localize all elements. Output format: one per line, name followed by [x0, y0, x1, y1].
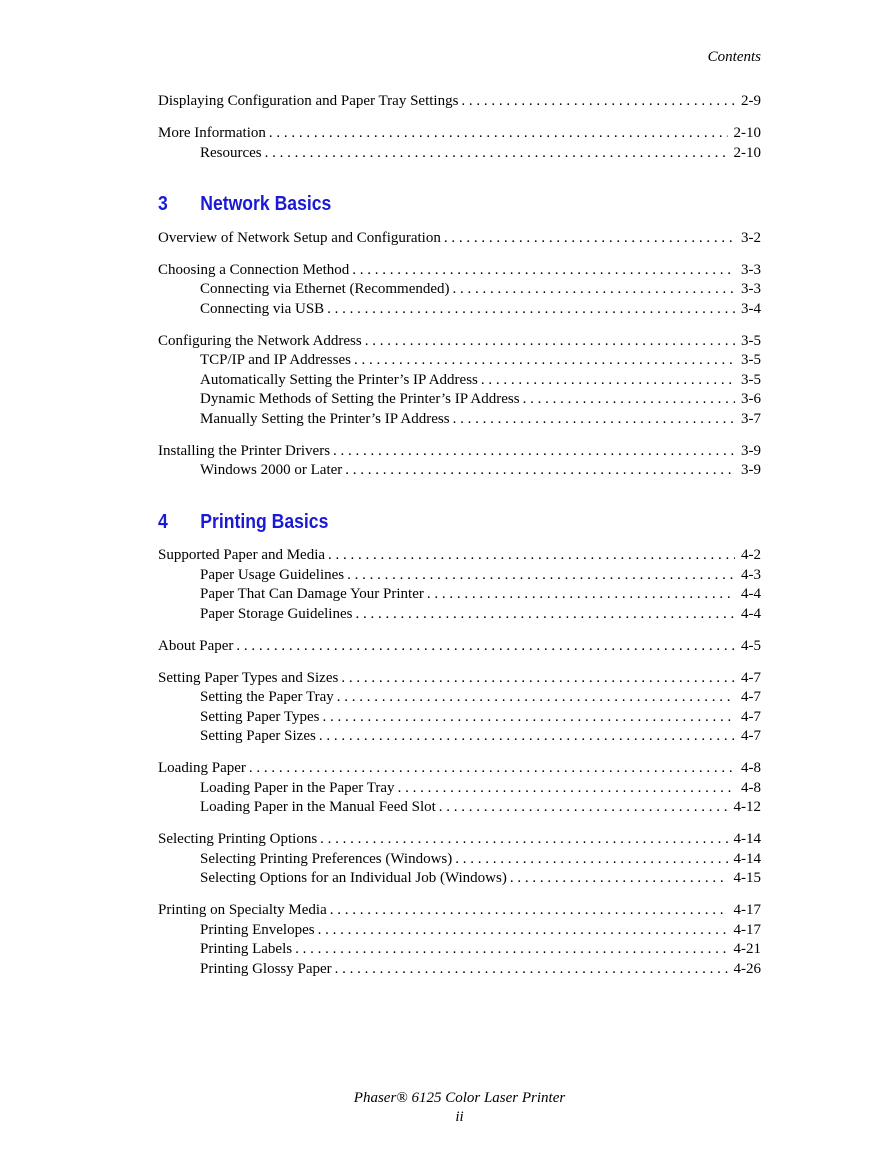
toc-entry[interactable]: [158, 759, 761, 779]
toc-entry-title: Automatically Setting the Printer’s IP Address: [200, 371, 478, 388]
dot-leader: [455, 850, 727, 870]
toc-page-number: 4-4: [741, 605, 761, 622]
toc-entry[interactable]: [158, 901, 761, 921]
toc-page-number: 4-3: [741, 566, 761, 583]
dot-leader: [354, 351, 735, 371]
page-header-title: Contents: [707, 49, 761, 65]
toc-subentry[interactable]: [158, 960, 761, 980]
dot-leader: [427, 585, 735, 605]
toc-subentry[interactable]: [158, 688, 761, 708]
toc-entry-title: Setting Paper Types and Sizes: [158, 669, 339, 686]
toc-entry-title: Printing on Specialty Media: [158, 902, 327, 918]
toc-page-number: 4-21: [733, 941, 761, 957]
toc-page-number: 3-3: [741, 261, 761, 278]
dot-leader: [320, 830, 727, 850]
toc-entry-title: Connecting via USB: [200, 300, 325, 317]
toc-subentry[interactable]: [158, 585, 761, 605]
dot-leader: [328, 546, 735, 566]
toc-page-number: 4-8: [741, 760, 761, 776]
toc-group: [158, 637, 761, 657]
toc-entry[interactable]: [158, 669, 761, 689]
toc-page-number: 4-12: [733, 799, 761, 815]
dot-leader: [461, 92, 735, 112]
toc-group: [158, 332, 761, 430]
toc-page-number: 4-4: [741, 586, 761, 602]
toc-page-number: 4-7: [741, 669, 761, 686]
toc-page-number: 2-9: [741, 93, 761, 109]
toc-entry[interactable]: [158, 332, 761, 352]
toc-entry-title: Selecting Printing Preferences (Windows): [200, 850, 453, 867]
toc-entry[interactable]: [158, 442, 761, 462]
chapter-title: Printing Basics: [200, 510, 329, 533]
toc-entry[interactable]: [158, 92, 761, 112]
toc-subentry[interactable]: [158, 371, 761, 391]
toc-page-number: 3-2: [741, 229, 761, 246]
toc-subentry[interactable]: [158, 390, 761, 410]
toc-entry-title: Supported Paper and Media: [158, 547, 326, 563]
toc-entry-title: Setting Paper Types: [200, 708, 320, 725]
toc-entry[interactable]: [158, 637, 761, 657]
dot-leader: [236, 637, 735, 657]
toc-entry-title: About Paper: [158, 637, 234, 654]
toc-entry-title: Printing Envelopes: [200, 921, 315, 938]
toc-entry-title: Windows 2000 or Later: [200, 462, 343, 478]
toc-page-number: 4-26: [733, 960, 761, 977]
toc-page-number: 3-5: [741, 371, 761, 388]
toc-entry-title: Overview of Network Setup and Configuration: [158, 229, 441, 246]
dot-leader: [323, 708, 736, 728]
toc-subentry[interactable]: [158, 779, 761, 799]
dot-leader: [347, 566, 735, 586]
toc-subentry[interactable]: [158, 869, 761, 889]
toc-subentry[interactable]: [158, 144, 761, 164]
toc-subentry[interactable]: [158, 850, 761, 870]
toc-page-number: 2-10: [733, 144, 761, 161]
toc-entry-title: Dynamic Methods of Setting the Printer’s IP Address: [200, 391, 520, 407]
toc-page-number: 4-14: [733, 831, 761, 847]
dot-leader: [330, 901, 728, 921]
toc-page-number: 3-4: [741, 300, 761, 317]
chapter-title: Network Basics: [200, 193, 332, 215]
toc-entry-title: Choosing a Connection Method: [158, 261, 350, 278]
toc-entry-title: TCP/IP and IP Addresses: [200, 352, 351, 368]
dot-leader: [481, 371, 735, 391]
toc-entry-title: Paper That Can Damage Your Printer: [200, 586, 424, 602]
dot-leader: [319, 727, 735, 747]
toc-entry[interactable]: [158, 261, 761, 281]
toc-group: [158, 442, 761, 481]
dot-leader: [365, 332, 735, 352]
toc-entry-title: Paper Usage Guidelines: [200, 566, 345, 583]
toc-entry-title: Setting Paper Sizes: [200, 728, 316, 744]
toc-entry[interactable]: [158, 546, 761, 566]
toc-entry-title: Resources: [200, 144, 262, 161]
dot-leader: [318, 921, 728, 941]
footer-product-name: Phaser® 6125 Color Laser Printer: [353, 1090, 566, 1106]
toc-subentry[interactable]: [158, 300, 761, 320]
chapter-number: 4: [158, 510, 168, 533]
toc-subentry[interactable]: [158, 461, 761, 481]
dot-leader: [269, 124, 728, 144]
toc-entry[interactable]: [158, 124, 761, 144]
dot-leader: [327, 300, 735, 320]
toc-entry[interactable]: [158, 830, 761, 850]
dot-leader: [439, 798, 728, 818]
toc-group: [158, 759, 761, 818]
toc-entry-title: Loading Paper: [158, 760, 246, 776]
toc-entry-title: Loading Paper in the Manual Feed Slot: [200, 799, 436, 815]
dot-leader: [249, 759, 735, 779]
toc-page-number: 4-15: [733, 870, 761, 886]
toc-group: [158, 229, 761, 249]
toc-subentry[interactable]: [158, 727, 761, 747]
toc-entry-title: Displaying Configuration and Paper Tray Settings: [158, 93, 459, 109]
dot-leader: [337, 688, 735, 708]
toc-group: [158, 669, 761, 747]
dot-leader: [345, 461, 735, 481]
toc-subentry[interactable]: [158, 921, 761, 941]
toc-subentry[interactable]: [158, 410, 761, 430]
toc-group: [158, 92, 761, 112]
page-footer: [0, 1089, 893, 1127]
toc-subentry[interactable]: [158, 605, 761, 625]
toc-page-number: 4-17: [733, 902, 761, 918]
chapter-heading: [158, 511, 689, 534]
toc-entry-title: Selecting Printing Options: [158, 831, 318, 847]
toc-entry-title: Printing Glossy Paper: [200, 960, 332, 977]
toc-group: [158, 124, 761, 163]
dot-leader: [510, 869, 728, 889]
toc-page-number: 3-7: [741, 410, 761, 427]
toc-page-number: 4-7: [741, 689, 761, 705]
dot-leader: [453, 280, 736, 300]
toc-group: [158, 261, 761, 320]
toc-page-number: 3-6: [741, 391, 761, 407]
dot-leader: [444, 229, 735, 249]
toc-page-number: 4-8: [741, 779, 761, 796]
toc-entry-title: Configuring the Network Address: [158, 332, 362, 349]
toc-entry-title: Selecting Options for an Individual Job (Windows): [200, 870, 507, 886]
dot-leader: [333, 442, 735, 462]
toc-page-number: 2-10: [733, 125, 761, 141]
chapter-number: 3: [158, 193, 168, 215]
dot-leader: [355, 605, 735, 625]
toc-subentry[interactable]: [158, 280, 761, 300]
toc-page-number: 4-7: [741, 708, 761, 725]
table-of-contents: [158, 92, 761, 979]
dot-leader: [335, 960, 728, 980]
toc-page-number: 3-5: [741, 332, 761, 349]
dot-leader: [295, 940, 727, 960]
dot-leader: [352, 261, 735, 281]
toc-page-number: 4-17: [733, 921, 761, 938]
toc-entry-title: Installing the Printer Drivers: [158, 442, 331, 459]
toc-entry-title: Printing Labels: [200, 941, 293, 957]
dot-leader: [453, 410, 735, 430]
toc-group: [158, 901, 761, 979]
toc-page-number: 3-3: [741, 281, 761, 297]
footer-page-number: ii: [455, 1109, 464, 1125]
toc-group: [158, 546, 761, 624]
toc-page-number: 4-5: [741, 637, 761, 654]
toc-page-number: 4-2: [741, 547, 761, 563]
toc-group: [158, 830, 761, 889]
toc-page-number: 3-9: [741, 442, 761, 459]
toc-subentry[interactable]: [158, 708, 761, 728]
toc-page-number: 4-14: [733, 850, 761, 867]
toc-entry-title: Loading Paper in the Paper Tray: [200, 779, 395, 796]
toc-entry-title: Connecting via Ethernet (Recommended): [200, 281, 450, 297]
toc-entry-title: Setting the Paper Tray: [200, 689, 334, 705]
toc-entry-title: Paper Storage Guidelines: [200, 605, 353, 622]
toc-subentry[interactable]: [158, 351, 761, 371]
toc-subentry[interactable]: [158, 566, 761, 586]
chapter-heading: [158, 193, 689, 216]
toc-subentry[interactable]: [158, 798, 761, 818]
dot-leader: [523, 390, 735, 410]
toc-entry-title: Manually Setting the Printer’s IP Address: [200, 410, 450, 427]
dot-leader: [398, 779, 735, 799]
dot-leader: [341, 669, 735, 689]
toc-page-number: 3-5: [741, 352, 761, 368]
toc-entry-title: More Information: [158, 125, 266, 141]
toc-entry[interactable]: [158, 229, 761, 249]
toc-page-number: 3-9: [741, 462, 761, 478]
toc-page-number: 4-7: [741, 728, 761, 744]
toc-subentry[interactable]: [158, 940, 761, 960]
dot-leader: [265, 144, 728, 164]
